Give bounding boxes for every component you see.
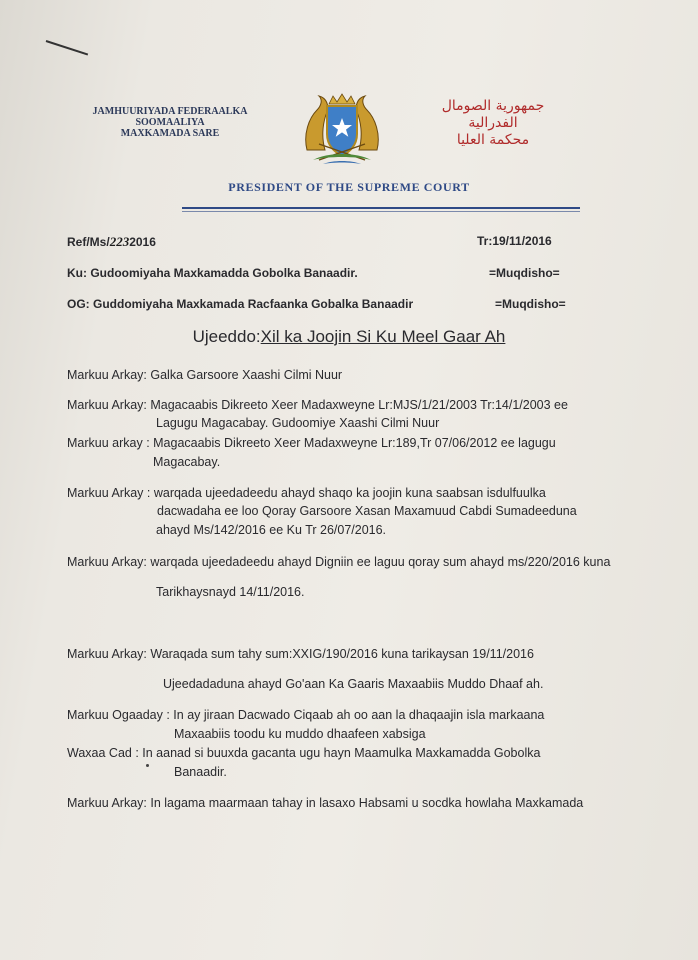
body-line-17: Markuu Arkay: In lagama maarmaan tahay in lasaxo Habsami u socdka howlaha Maxkamada [67, 796, 584, 810]
reference-year: 2016 [129, 235, 156, 249]
subject-line [0, 327, 698, 347]
letterhead-title: PRESIDENT OF THE SUPREME COURT [228, 180, 470, 194]
subject-label: Ujeeddo: [192, 327, 261, 346]
letterhead-right-arabic [418, 98, 568, 149]
addressee-ku: Ku: Gudoomiyaha Maxkamadda Gobolka Banaadir. [67, 266, 358, 280]
reference-prefix: Ref/Ms/ [67, 235, 110, 249]
body-line-16: Banaadir. [174, 765, 227, 779]
body-line-13: Markuu Ogaaday : In ay jiraan Dacwado Ciqaab ah oo aan la dhaqaajin isla markaana [67, 708, 545, 722]
reference-number [67, 234, 156, 250]
letter-date: Tr:19/11/2016 [477, 234, 552, 248]
body-line-12: Ujeedadaduna ahayd Go'aan Ka Gaaris Maxaabiis Muddo Dhaaf ah. [163, 677, 544, 691]
subject-text: Xil ka Joojin Si Ku Meel Gaar Ah [260, 327, 506, 346]
reference-handwritten-number: 223 [109, 234, 130, 249]
body-line-4: Markuu arkay : Magacaabis Dikreeto Xeer Madaxweyne Lr:189,Tr 07/06/2012 ee lagugu [67, 436, 556, 450]
body-line-9: Markuu Arkay: warqada ujeedadeedu ahayd Digniin ee laguu qoray sum ahayd ms/220/2016 kuna [67, 555, 611, 569]
body-line-2: Markuu Arkay: Magacaabis Dikreeto Xeer Madaxweyne Lr:MJS/1/21/2003 Tr:14/1/2003 ee [67, 398, 568, 412]
letterhead-rule-thin [182, 211, 580, 212]
body-line-14: Maxaabiis toodu ku muddo dhaafeen xabsiga [174, 727, 426, 741]
letterhead-right-line-1: جمهورية الصومال [441, 98, 545, 114]
body-line-7: dacwadaha ee loo Qoray Garsoore Xasan Maxamuud Cabdi Sumadeeduna [157, 504, 577, 518]
letterhead-rule [182, 207, 580, 209]
letterhead-right-line-2: الفدرالية [468, 115, 518, 131]
addressee-og: OG: Guddomiyaha Maxkamada Racfaanka Gobalka Banaadir [67, 297, 414, 311]
letterhead-left-line-2: SOOMAALIYA [135, 117, 205, 128]
letterhead-left-line-1: JAMHUURIYADA FEDERAALKA [92, 106, 248, 117]
addressee-og-city: =Muqdisho= [495, 297, 566, 311]
body-line-10: Tarikhaysnayd 14/11/2016. [156, 585, 305, 599]
somalia-coat-of-arms-icon [297, 90, 387, 168]
letterhead-left [70, 106, 270, 139]
letterhead-left-line-3: MAXKAMADA SARE [120, 128, 220, 139]
body-line-11: Markuu Arkay: Waraqada sum tahy sum:XXIG/190/2016 kuna tarikaysan 19/11/2016 [67, 647, 534, 661]
body-line-3: Lagugu Magacabay. Gudoomiye Xaashi Cilmi Nuur [156, 416, 440, 430]
body-line-1: Markuu Arkay: Galka Garsoore Xaashi Cilmi Nuur [67, 368, 343, 382]
letterhead-right-line-3: محكمة العليا [456, 132, 530, 148]
stray-dot-mark [146, 764, 149, 767]
body-line-8: ahayd Ms/142/2016 ee Ku Tr 26/07/2016. [156, 523, 387, 537]
body-line-15: Waxaa Cad : In aanad si buuxda gacanta ugu hayn Maamulka Maxkamadda Gobolka [67, 746, 541, 760]
body-line-5: Magacabay. [153, 455, 221, 469]
addressee-ku-city: =Muqdisho= [489, 266, 560, 280]
body-line-6: Markuu Arkay : warqada ujeedadeedu ahayd shaqo ka joojin kuna saabsan isdulfuulka [67, 486, 546, 500]
pen-stroke-mark [46, 40, 88, 55]
